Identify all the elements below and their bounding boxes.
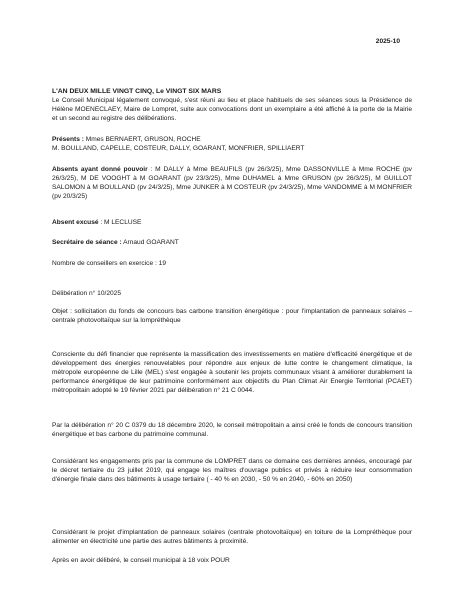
conseillers-count: Nombre de conseillers en exercice : 19 bbox=[52, 260, 166, 267]
document-reference: 2025-10 bbox=[375, 38, 400, 45]
absents-block bbox=[52, 165, 412, 201]
paragraph-vote: Après en avoir délibéré, le conseil municipal à 18 voix POUR bbox=[52, 557, 230, 564]
secretaire-block bbox=[52, 238, 412, 247]
paragraph-projet-photovoltaique: Considérant le projet d'implantation de panneaux solaires (centrale photovoltaïque) en toiture de la Lompréthèque pour alimenter en électricité une partie des autres bâtiments à proximité. bbox=[52, 529, 412, 546]
session-date-title: L'AN DEUX MILLE VINGT CINQ, Le VINGT SIX MARS bbox=[52, 88, 222, 95]
secretaire-label: Secrétaire de séance : bbox=[52, 239, 122, 246]
absents-label: Absents ayant donné pouvoir bbox=[52, 166, 148, 173]
secretaire-text: Arnaud GOARANT bbox=[121, 239, 179, 246]
paragraph-defi-financier: Consciente du défi financier que représente la massification des investissements en matière d'efficacité énergétique et de développement des énergies renouvelables pour répondre aux enjeux de lutte contre le changement climatique, la métropole européenne de Lille (MEL) s'est engagée à soutenir les projets communaux visant à améliorer durablement la performance énergétique de leur patrimoine conformément aux objectifs du Plan Climat Air Energie Territorial (PCAET) métropolitain adopté le 19 février 2021 par délibération n° 21 C 0044. bbox=[52, 351, 412, 395]
excuse-label: Absent excusé bbox=[52, 219, 99, 226]
deliberation-number: Délibération n° 10/2025 bbox=[52, 290, 121, 297]
objet-text: Objet : sollicitation du fonds de concours bas carbone transition énergétique : pour l'implantation de panneaux solaires – centrale photovoltaïque sur la lompréthèque bbox=[52, 308, 412, 325]
absents-text: : M DALLY à Mme BEAUFILS (pv 26/3/25), Mme DASSONVILLE à Mme ROCHE (pv 26/3/25), M DE VOOGHT à M GOARANT (pv 23/3/25), Mme DUHAMEL à Mme GRUSON (pv 26/3/25), M GUILLOT SALOMON à M BOULLAND (pv 24/3/25), Mme JUNKER à M COSTEUR (pv 24/3/25), Mme VANDOMME à M MONFRIER (pv 20/3/25) bbox=[52, 166, 412, 201]
paragraph-engagements: Considérant les engagements pris par la commune de LOMPRET dans ce domaine ces dernières années, encouragé par le décret tertiaire du 23 juillet 2019, qui engage les maîtres d'ouvrage publics et privés à réduire leur consommation d'énergie finale dans des bâtiments à usage tertiaire ( - 40 % en 2030, - 50 % en 2040, - 60% en 2050) bbox=[52, 458, 412, 484]
presents-line2: M. BOULLAND, CAPELLE, COSTEUR, DALLY, GOARANT, MONFRIER, SPILLIAERT bbox=[52, 145, 305, 153]
presents-line1: Mmes BERNAERT, GRUSON, ROCHE bbox=[83, 136, 201, 143]
excuse-block bbox=[52, 218, 412, 227]
paragraph-deliberation-fonds: Par la délibération n° 20 C 0379 du 18 décembre 2020, le conseil métropolitain a ainsi créé le fonds de concours transition énergétique et bas carbone du patrimoine communal. bbox=[52, 422, 412, 439]
excuse-text: : M LECLUSE bbox=[98, 219, 142, 226]
preamble-text: Le Conseil Municipal légalement convoqué, s'est réuni au lieu et place habituels de ses séances sous la Présidence de Hélène MOENECLAEY, Maire de Lompret, suite aux convocations dont un exemplaire a été affiché à la porte de la Mairie et un second au registre des délibérations. bbox=[52, 97, 412, 123]
preamble-block bbox=[52, 87, 412, 123]
presents-block bbox=[52, 135, 412, 153]
presents-label: Présents : bbox=[52, 136, 84, 143]
